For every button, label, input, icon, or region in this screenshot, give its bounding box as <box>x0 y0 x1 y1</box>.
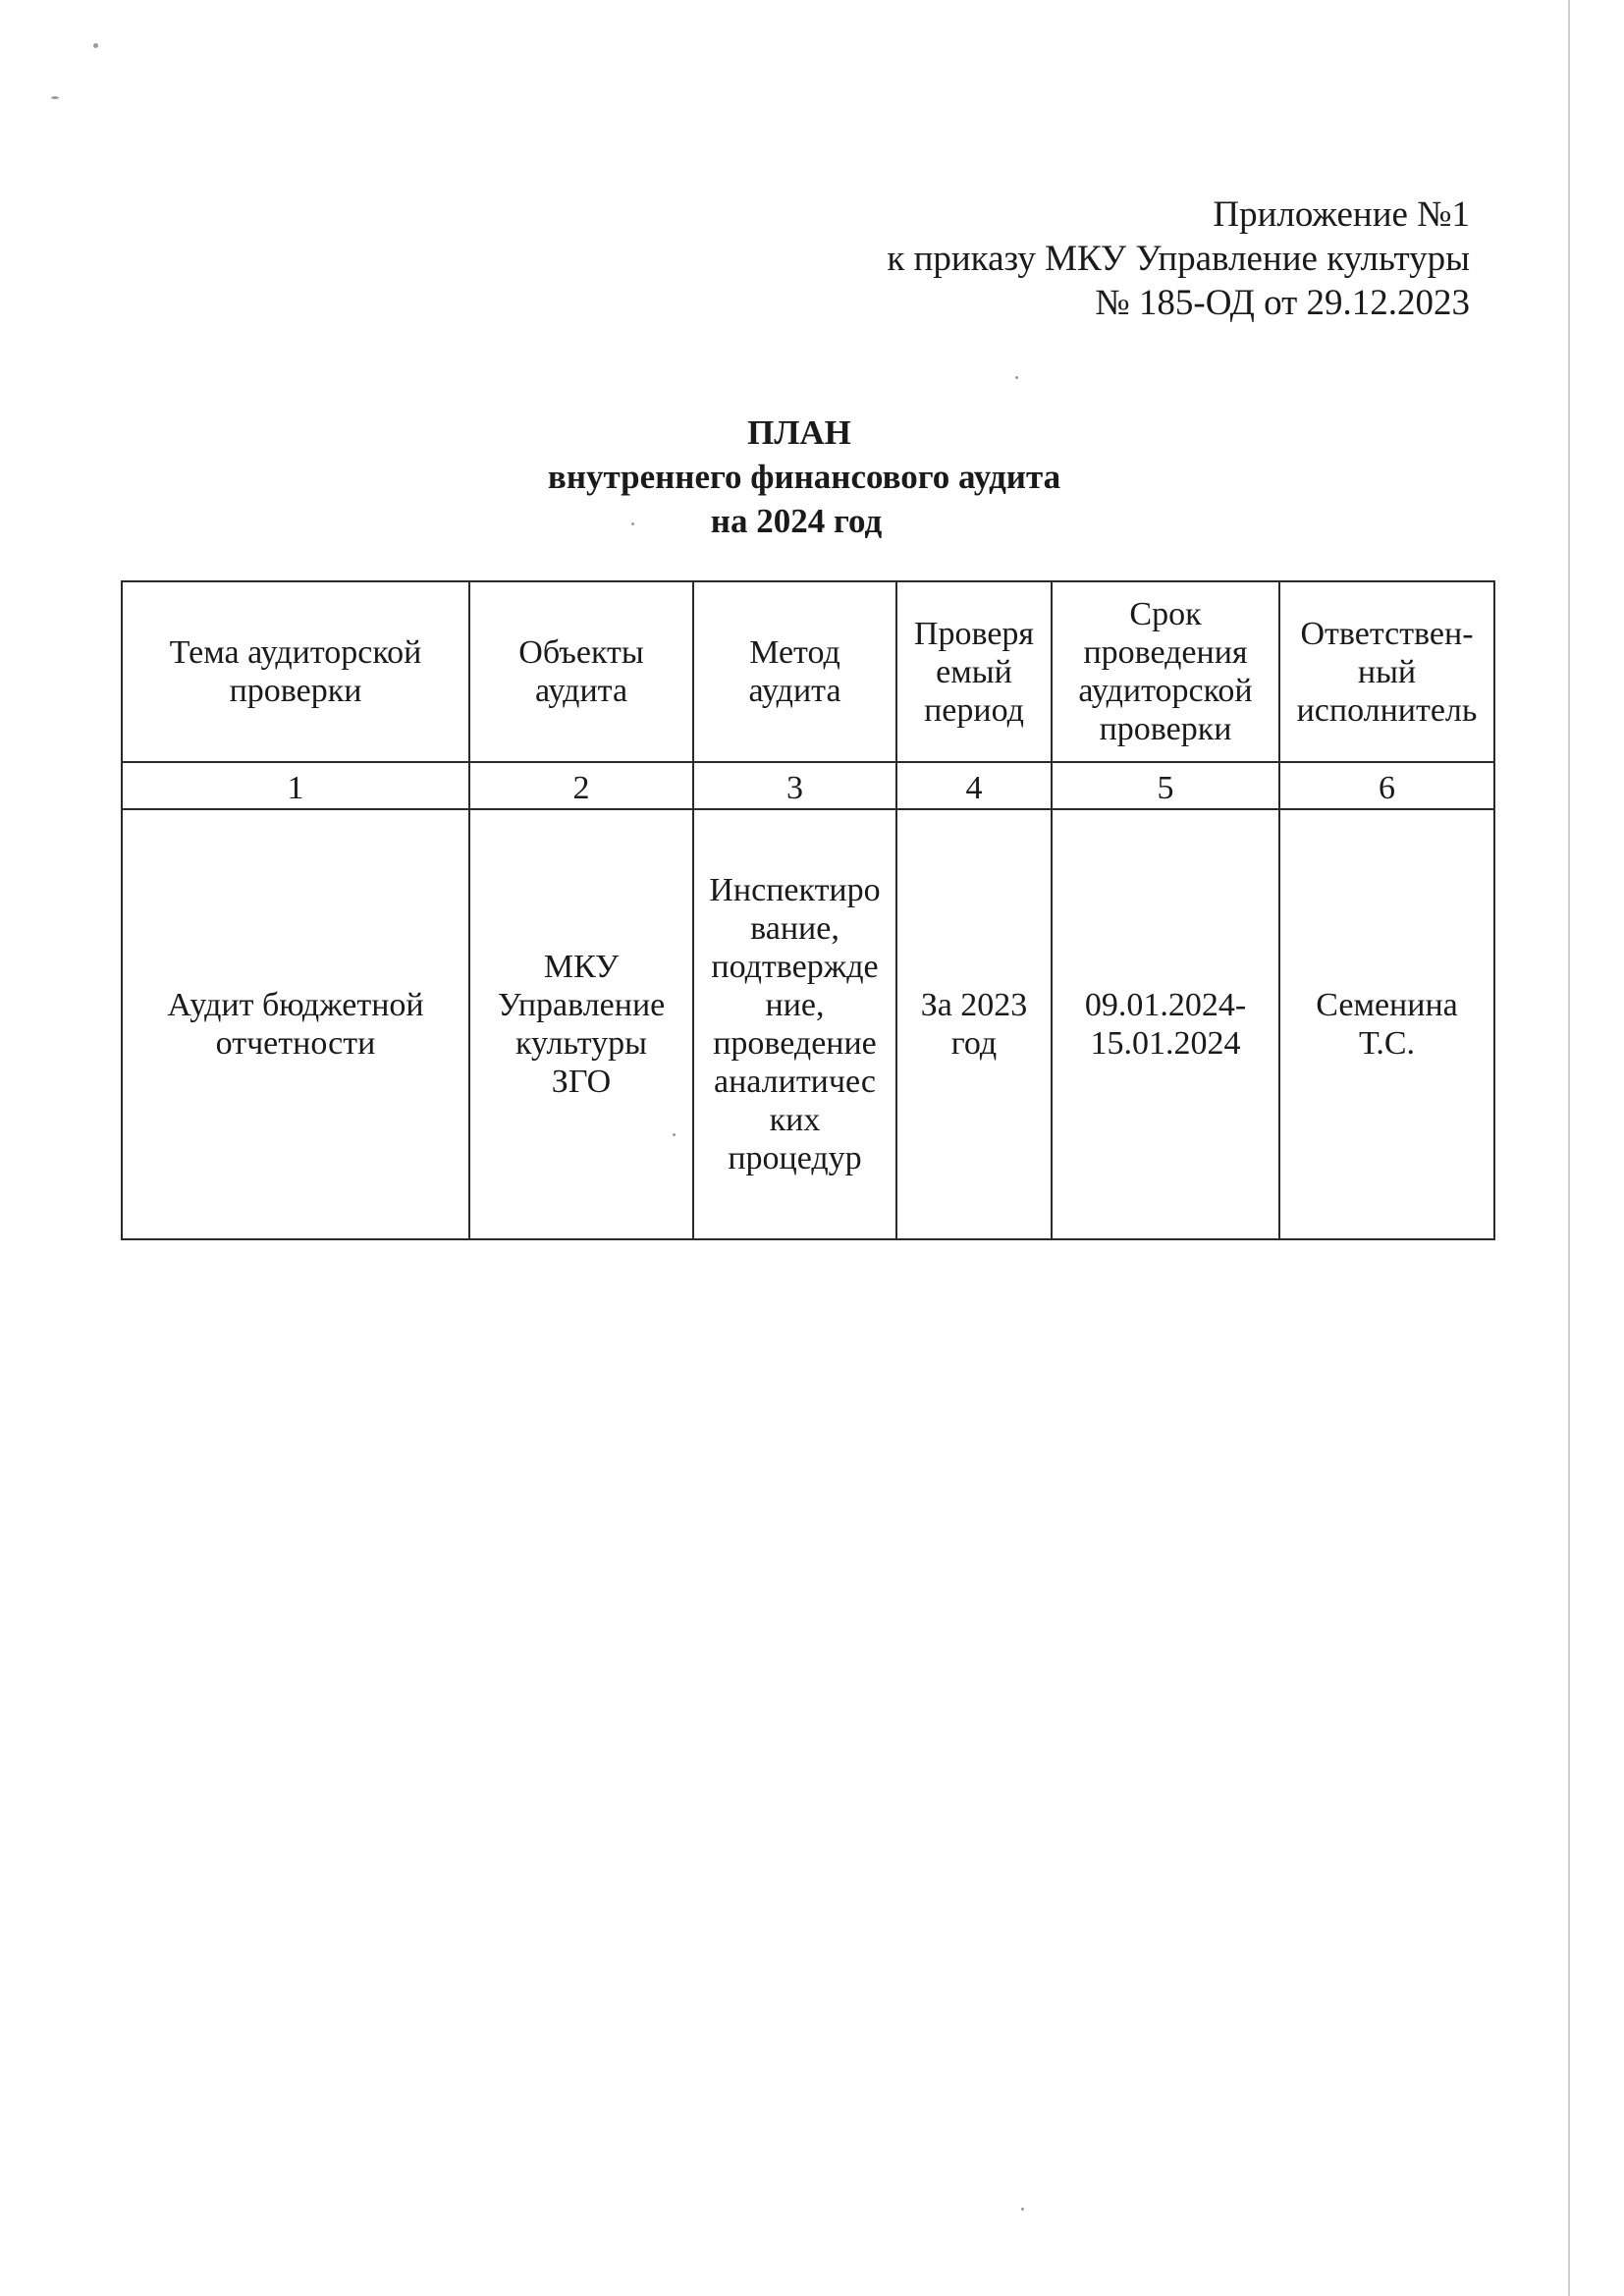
header-text: Объекты <box>518 634 644 671</box>
annex-line-3: № 185-ОД от 29.12.2023 <box>1095 283 1470 323</box>
header-text: аудита <box>534 673 628 709</box>
annex-line-2: к приказу МКУ Управление культуры <box>887 239 1470 279</box>
header-text: Метод <box>749 634 840 671</box>
cell-text: процедур <box>728 1140 862 1176</box>
header-cell-method <box>693 581 896 762</box>
cell-text: год <box>950 1025 998 1062</box>
annex-line-1: Приложение №1 <box>1213 194 1470 235</box>
header-cell-topic <box>122 581 469 762</box>
header-cell-objects <box>469 581 693 762</box>
cell-text: Т.С. <box>1358 1025 1416 1062</box>
column-number: 3 <box>693 762 896 809</box>
table-number-row <box>122 762 1494 809</box>
column-number: 4 <box>896 762 1052 809</box>
header-text: проведения <box>1083 634 1248 671</box>
header-text: аудита <box>748 673 841 709</box>
cell-period <box>896 809 1052 1239</box>
table-row <box>122 809 1494 1239</box>
column-number: 6 <box>1279 762 1494 809</box>
scan-speck <box>93 43 98 48</box>
title-line-2: внутреннего финансового аудита <box>547 458 1061 496</box>
cell-text: подтвержде <box>711 949 879 985</box>
title-line-1: ПЛАН <box>747 413 851 452</box>
document-title <box>0 410 1624 543</box>
cell-method <box>693 809 896 1239</box>
annex-block <box>887 192 1470 325</box>
header-text: период <box>924 691 1024 729</box>
cell-text: 15.01.2024 <box>1090 1025 1241 1062</box>
cell-responsible <box>1279 809 1494 1239</box>
cell-text: культуры <box>515 1025 647 1062</box>
header-text: Срок <box>1129 596 1202 632</box>
scan-speck <box>51 96 59 99</box>
column-number: 2 <box>469 762 693 809</box>
cell-text: ЗГО <box>551 1064 612 1100</box>
cell-objects <box>469 809 693 1239</box>
header-text: Проверя <box>913 615 1035 652</box>
cell-text: вание, <box>750 910 839 947</box>
header-text: проверки <box>229 673 362 709</box>
cell-text: ких <box>769 1102 821 1138</box>
title-line-3: на 2024 год <box>710 502 883 540</box>
scan-speck <box>1021 2208 1024 2211</box>
table-header-row <box>122 581 1494 762</box>
header-cell-period <box>896 581 1052 762</box>
cell-text: Управление <box>497 987 666 1023</box>
header-cell-deadline <box>1052 581 1279 762</box>
cell-text: МКУ <box>543 949 620 985</box>
cell-text: За 2023 <box>920 987 1028 1023</box>
cell-text: ние, <box>765 987 825 1023</box>
header-text: Ответствен- <box>1300 615 1474 652</box>
cell-text: 09.01.2024- <box>1084 987 1247 1023</box>
header-text: исполнитель <box>1296 691 1478 729</box>
scan-speck <box>1015 376 1018 379</box>
header-text: ный <box>1357 653 1417 690</box>
cell-text: Семенина <box>1316 987 1458 1023</box>
cell-topic <box>122 809 469 1239</box>
cell-deadline <box>1052 809 1279 1239</box>
cell-text: Инспектиро <box>709 872 881 908</box>
header-text: проверки <box>1099 711 1232 747</box>
scan-edge-line <box>1568 0 1570 2296</box>
column-number: 1 <box>122 762 469 809</box>
header-text: емый <box>936 653 1012 690</box>
cell-text: отчетности <box>215 1025 376 1062</box>
cell-text: аналитичес <box>713 1064 877 1100</box>
header-text: Тема аудиторской <box>169 634 422 671</box>
audit-plan-table <box>121 580 1495 1240</box>
header-cell-responsible <box>1279 581 1494 762</box>
cell-text: Аудит бюджетной <box>167 987 424 1023</box>
cell-text: проведение <box>713 1025 877 1062</box>
header-text: аудиторской <box>1078 673 1253 709</box>
column-number: 5 <box>1052 762 1279 809</box>
